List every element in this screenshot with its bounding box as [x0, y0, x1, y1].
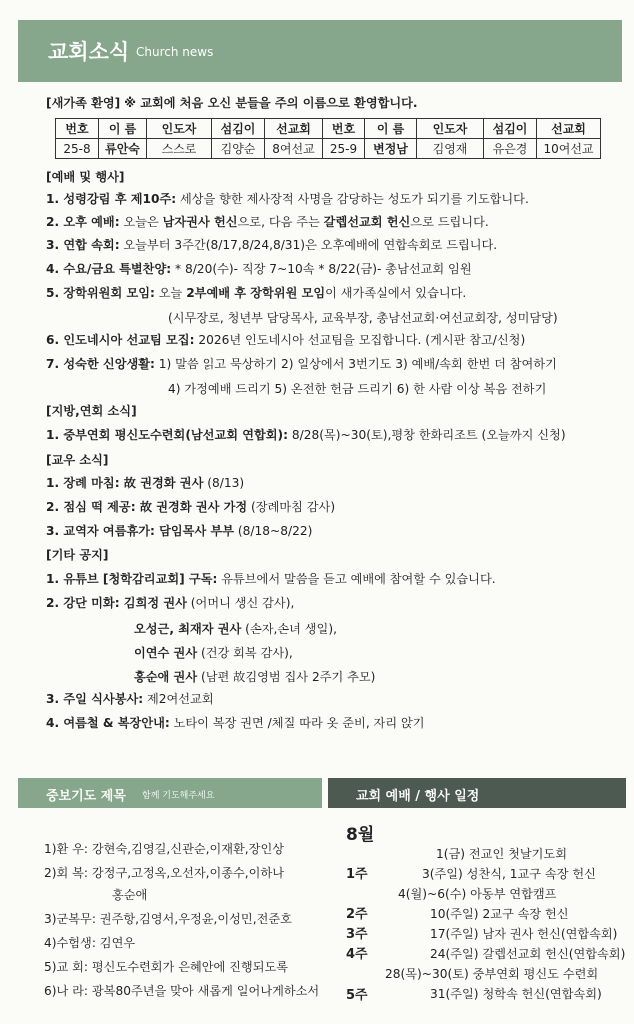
prayer-item: 3)군복무: 권주항,김영서,우정윤,이성민,전준호	[44, 912, 292, 926]
week-label: 4주	[346, 947, 368, 962]
col-guide: 인도자	[417, 119, 484, 139]
cell: 김양순	[212, 139, 265, 159]
members-heading: [교우 소식]	[46, 453, 109, 467]
schedule-event: 4(월)~6(수) 아동부 연합캠프	[398, 887, 557, 901]
prayer-item: 4)수험생: 김연우	[44, 936, 136, 950]
week-label: 3주	[346, 927, 368, 942]
prayer-item: 2)회 복: 강정구,고정옥,오선자,이종수,이하나	[44, 866, 285, 880]
worship-item-6: 6. 인도네시아 선교팀 모집: 2026년 인도네시아 선교팀을 모집합니다. (게시판 참고/신청)	[46, 333, 526, 347]
worship-item-5: 5. 장학위원회 모임: 오늘 2부예배 후 장학위원 모임이 새가족실에서 있습니다.	[46, 286, 467, 300]
cell: 스스로	[147, 139, 212, 159]
schedule-header	[328, 778, 626, 808]
cell: 변정남	[365, 139, 417, 159]
header-subtitle: Church news	[136, 45, 214, 59]
prayer-item: 1)환 우: 강현숙,김영길,신관순,이재환,장인상	[44, 842, 285, 856]
newcomers-heading-line	[46, 96, 418, 111]
schedule-event: 10(주일) 2교구 속장 헌신	[430, 907, 569, 921]
cell: 류안숙	[99, 139, 147, 159]
col-number: 번호	[56, 119, 99, 139]
week-label: 1주	[346, 867, 368, 882]
cell: 25-8	[56, 139, 99, 159]
prayer-subtitle: 함께 기도해주세요	[142, 791, 215, 801]
cell: 8여선교	[265, 139, 323, 159]
members-item-1: 1. 장례 마침: 故 권경화 권사 (8/13)	[46, 476, 245, 490]
schedule-title: 교회 예배 / 행사 일정	[356, 789, 480, 804]
worship-item-1: 1. 성령강림 후 제10주: 세상을 향한 제사장적 사명을 감당하는 성도가 되기를 기도합니다.	[46, 192, 529, 206]
cell: 김영재	[417, 139, 484, 159]
worship-item-2: 2. 오후 예배: 오늘은 남자권사 헌신으로, 다음 주는 갈렙선교회 헌신으로 드립니다.	[46, 215, 489, 229]
newcomers-header-row	[56, 119, 601, 139]
header-title: 교회소식	[48, 40, 130, 64]
week-label: 5주	[346, 988, 368, 1003]
col-mission: 선교회	[265, 119, 323, 139]
week-label: 2주	[346, 907, 368, 922]
newcomers-data-row	[56, 139, 601, 159]
notices-item-3: 3. 주일 식사봉사: 제2여선교회	[46, 692, 214, 706]
district-item-1: 1. 중부연회 평신도수련회(남선교회 연합회): 8/28(목)~30(토),평창 한화리조트 (오늘까지 신청)	[46, 428, 566, 442]
schedule-event: 17(주일) 남자 권사 헌신(연합속회)	[430, 927, 618, 941]
newcomers-table	[55, 118, 601, 159]
col-helper: 섬김이	[484, 119, 537, 139]
worship-item-5-detail: (시무장로, 청년부 담당목사, 교육부장, 총남선교회·여선교회장, 성미담당)	[168, 311, 558, 325]
schedule-event: 1(금) 전교인 첫날기도회	[436, 847, 567, 861]
prayer-item: 5)교 회: 평신도수련회가 은혜안에 진행되도록	[44, 960, 289, 974]
schedule-event: 3(주일) 성찬식, 1교구 속장 헌신	[422, 867, 596, 881]
notices-item-4: 4. 여름철 & 복장안내: 노타이 복장 권면 /체질 따라 옷 준비, 자리 앉기	[46, 716, 425, 730]
notices-item-2: 2. 강단 미화: 김희정 권사 (어머니 생신 감사),	[46, 596, 295, 610]
col-helper: 섬김이	[212, 119, 265, 139]
cell: 10여선교	[537, 139, 601, 159]
col-name: 이 름	[99, 119, 147, 139]
col-mission: 선교회	[537, 119, 601, 139]
schedule-event: 31(주일) 청학속 헌신(연합속회)	[430, 987, 602, 1001]
newcomers-note: ※ 교회에 처음 오신 분들을 주의 이름으로 환영합니다.	[124, 96, 418, 110]
newcomers-heading: [새가족 환영]	[46, 96, 121, 110]
members-item-2: 2. 점심 떡 제공: 故 권경화 권사 가정 (장례마침 감사)	[46, 500, 336, 514]
schedule-month: 8월	[346, 825, 375, 845]
col-guide: 인도자	[147, 119, 212, 139]
notices-item-2-line3: 이연수 권사 (건강 회복 감사),	[134, 646, 293, 660]
prayer-title: 중보기도 제목	[46, 789, 126, 804]
col-name: 이 름	[365, 119, 417, 139]
worship-item-7-cont: 4) 가정예배 드리기 5) 온전한 헌금 드리기 6) 한 사람 이상 복음 전하기	[168, 382, 547, 396]
cell: 유은경	[484, 139, 537, 159]
district-heading: [지방,연회 소식]	[46, 404, 137, 418]
col-number: 번호	[323, 119, 365, 139]
prayer-item-cont: 홍순애	[112, 888, 148, 902]
members-item-3: 3. 교역자 여름휴가: 담임목사 부부 (8/18~8/22)	[46, 524, 313, 538]
prayer-header	[18, 778, 322, 808]
notices-item-1: 1. 유튜브 [청학감리교회] 구독: 유튜브에서 말씀을 듣고 예배에 참여할 수 있습니다.	[46, 572, 496, 586]
worship-heading: [예배 및 행사]	[46, 170, 125, 184]
notices-item-2-line2: 오성근, 최재자 권사 (손자,손녀 생일),	[134, 622, 337, 636]
worship-item-3: 3. 연합 속회: 오늘부터 3주간(8/17,8/24,8/31)은 오후예배에 연합속회로 드립니다.	[46, 238, 498, 252]
cell: 25-9	[323, 139, 365, 159]
worship-item-4: 4. 수요/금요 특별찬양: * 8/20(수)- 직장 7~10속 * 8/22(금)- 총남선교회 임원	[46, 262, 472, 276]
page-header	[18, 20, 622, 82]
notices-item-2-line4: 홍순애 권사 (남편 故김영범 집사 2주기 추모)	[134, 670, 376, 684]
schedule-event: 24(주일) 갈렙선교회 헌신(연합속회)	[430, 947, 626, 961]
schedule-event: 28(목)~30(토) 중부연회 평신도 수련회	[385, 967, 599, 981]
prayer-item: 6)나 라: 광복80주년을 맞아 새롭게 일어나게하소서	[44, 984, 320, 998]
notices-heading: [기타 공지]	[46, 548, 109, 562]
worship-item-7: 7. 성숙한 신앙생활: 1) 말씀 읽고 묵상하기 2) 일상에서 3번기도 3) 예배/속회 한번 더 참여하기	[46, 357, 557, 371]
